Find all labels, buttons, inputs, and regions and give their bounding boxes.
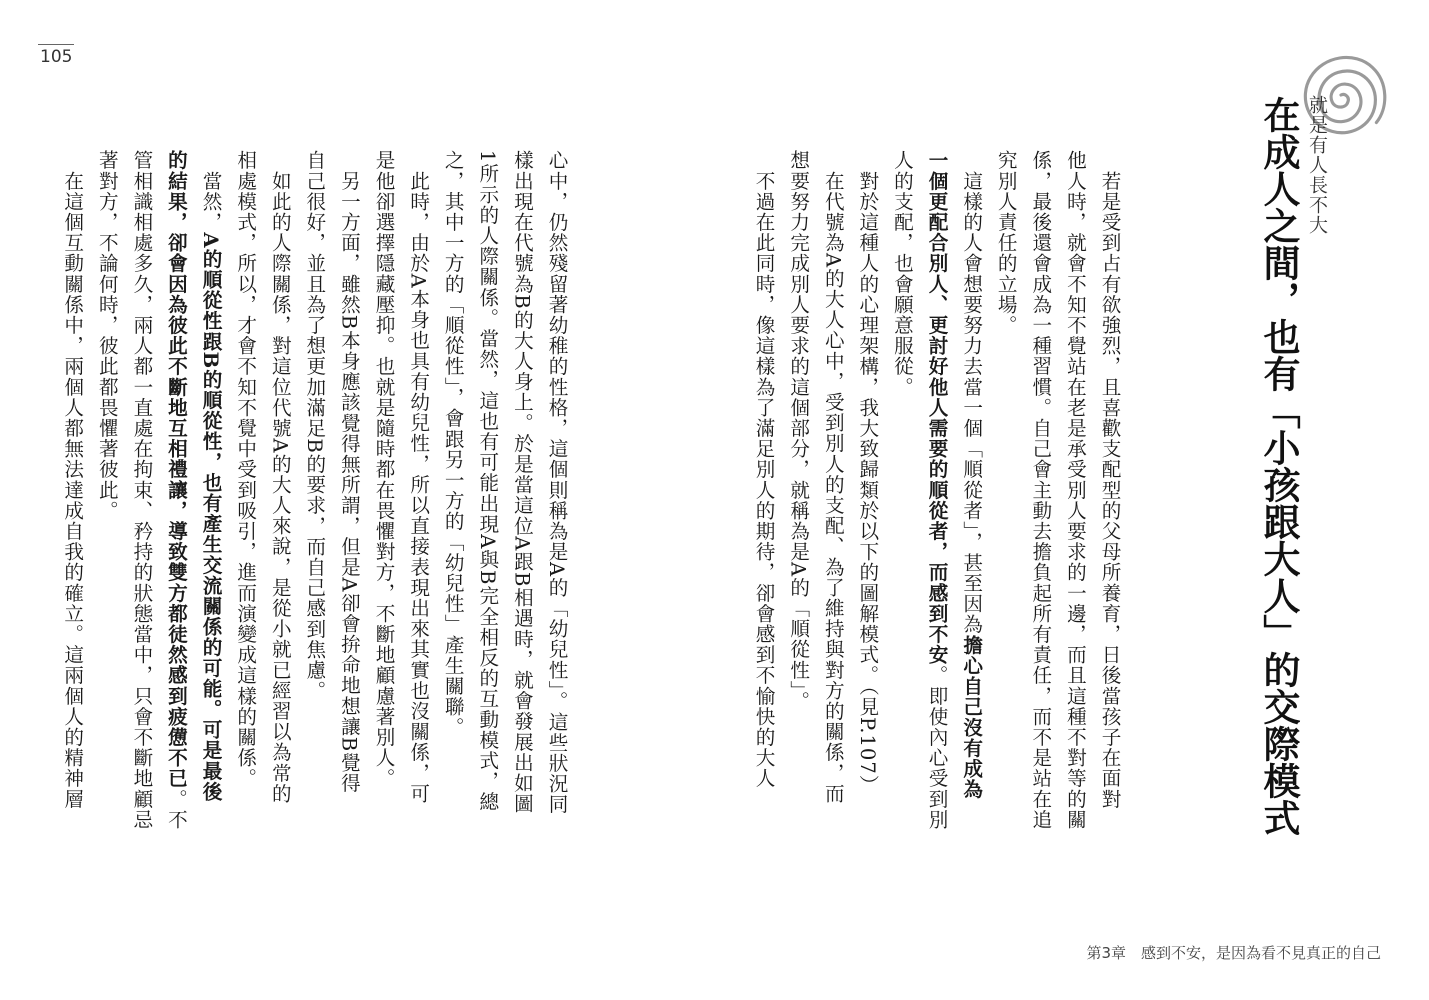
page-number-rule <box>38 44 74 45</box>
bold-text-segment: 的結果，卻會因為彼此不斷地互相禮讓，導致雙方都徒然感到疲憊不已 <box>164 150 188 789</box>
body-text-left-column <box>54 150 573 830</box>
text-segment: 人的支配，也會願意服從。 <box>890 150 914 398</box>
text-segment: 自己很好，並且為了想更加滿足B的要求，而自己感到焦慮。 <box>302 150 326 701</box>
text-line <box>192 150 227 802</box>
text-segment: 如此的人際關係，對這位代號A的大人來說，是從小就已經習以為常的 <box>268 150 292 804</box>
text-segment: 另一方面，雖然B本身應該覺得無所謂，但是A卻會拚命地想讓B覺得 <box>337 150 361 794</box>
text-line <box>953 150 988 800</box>
text-line <box>123 150 158 830</box>
text-segment: 係，最後還會成為一種習慣。自己會主動去擔負起所有責任，而不是站在追 <box>1028 150 1052 830</box>
text-segment: 相處模式，所以，才會不知不覺中受到吸引，進而演變成這樣的關係。 <box>233 150 257 789</box>
text-segment: 若是受到占有欲強烈，且喜歡支配型的父母所養育，日後當孩子在面對 <box>1098 150 1121 810</box>
text-segment: 。不 <box>164 788 188 830</box>
text-line <box>1091 150 1126 810</box>
text-line <box>504 150 539 814</box>
text-line <box>296 150 331 790</box>
text-segment: 著對方，不論何時，彼此都畏懼著彼此。 <box>95 150 119 521</box>
text-segment: 在代號為A的大人心中，受到別人的支配、為了維持與對方的關係，而 <box>821 150 845 804</box>
text-segment: 管相識相處多久，兩人都一直處在拘束、矜持的狀態當中，只會不斷地顧忌 <box>129 150 153 830</box>
text-line <box>227 150 262 790</box>
body-text-right-column <box>745 150 1126 830</box>
text-line <box>780 150 815 790</box>
text-segment: 。即使內心受到別 <box>925 665 949 830</box>
bold-text-segment: 擔心自己沒有成為 <box>959 634 983 800</box>
text-line <box>54 150 89 810</box>
text-segment: 當然， <box>199 150 223 233</box>
text-segment: 樣出現在代號為B的大人身上。於是當這位A跟B相遇時，就會發展出如圖 <box>510 150 534 814</box>
text-line <box>469 150 504 813</box>
text-line <box>331 150 366 794</box>
text-segment: 在這個互動關係中，兩個人都無法達成自我的確立。這兩個人的精神層 <box>60 150 84 810</box>
text-segment: 不過在此同時，像這樣為了滿足別人的期待，卻會感到不愉快的大人 <box>752 150 776 789</box>
text-segment: 對於這種人的心理架構，我大致歸類於以下的圖解模式。（見P.107） <box>855 150 879 796</box>
text-segment: 他人時，就會不知不覺站在老是承受別人要求的一邊，而且這種不對等的關 <box>1063 150 1087 830</box>
text-line <box>435 150 470 790</box>
text-segment: 心中，仍然殘留著幼稚的性格，這個則稱為是A的「幼兒性」。這些狀況同 <box>545 150 568 815</box>
text-line <box>815 150 850 804</box>
text-line <box>400 150 435 804</box>
text-line <box>745 150 780 790</box>
running-footer: 第3章 感到不安，是因為看不見真正的自己 <box>1086 944 1381 962</box>
text-line <box>849 150 884 796</box>
text-segment: 是他卻選擇隱藏壓抑。也就是隨時都在畏懼對方，不斷地顧慮著別人。 <box>372 150 396 789</box>
bold-text-segment: A的順從性跟B的順從性，也有產生交流關係的可能。可是最後 <box>199 232 223 802</box>
text-line <box>884 150 919 790</box>
text-segment: 1所示的人際關係。當然，這也有可能出現A與B完全相反的互動模式，總 <box>475 150 499 813</box>
section-label: 就是有人長不大 <box>1306 95 1328 235</box>
text-line <box>988 150 1023 790</box>
text-line <box>365 150 400 790</box>
bold-text-segment: 一個更配合別人、更討好他人需要的順從者，而感到不安 <box>925 150 949 665</box>
text-segment: 此時，由於A本身也具有幼兒性，所以直接表現出來其實也沒關係，可 <box>406 150 430 804</box>
text-line <box>158 150 193 830</box>
text-line <box>918 150 953 830</box>
text-line <box>1057 150 1092 830</box>
text-segment: 這樣的人會想要努力去當一個「順從者」，甚至因為 <box>959 150 983 635</box>
page-number: 105 <box>40 47 73 67</box>
text-line <box>89 150 124 790</box>
text-line <box>538 150 573 815</box>
text-line <box>262 150 297 804</box>
chapter-title: 在成人之間，也有「小孩跟大人」的交際模式 <box>1257 96 1300 836</box>
text-segment: 究別人責任的立場。 <box>994 150 1018 336</box>
text-segment: 之，其中一方的「順從性」，會跟另一方的「幼兒性」產生關聯。 <box>441 150 465 738</box>
text-line <box>1022 150 1057 830</box>
text-segment: 想要努力完成別人要求的這個部分，就稱為是A的「順從性」。 <box>786 150 810 712</box>
